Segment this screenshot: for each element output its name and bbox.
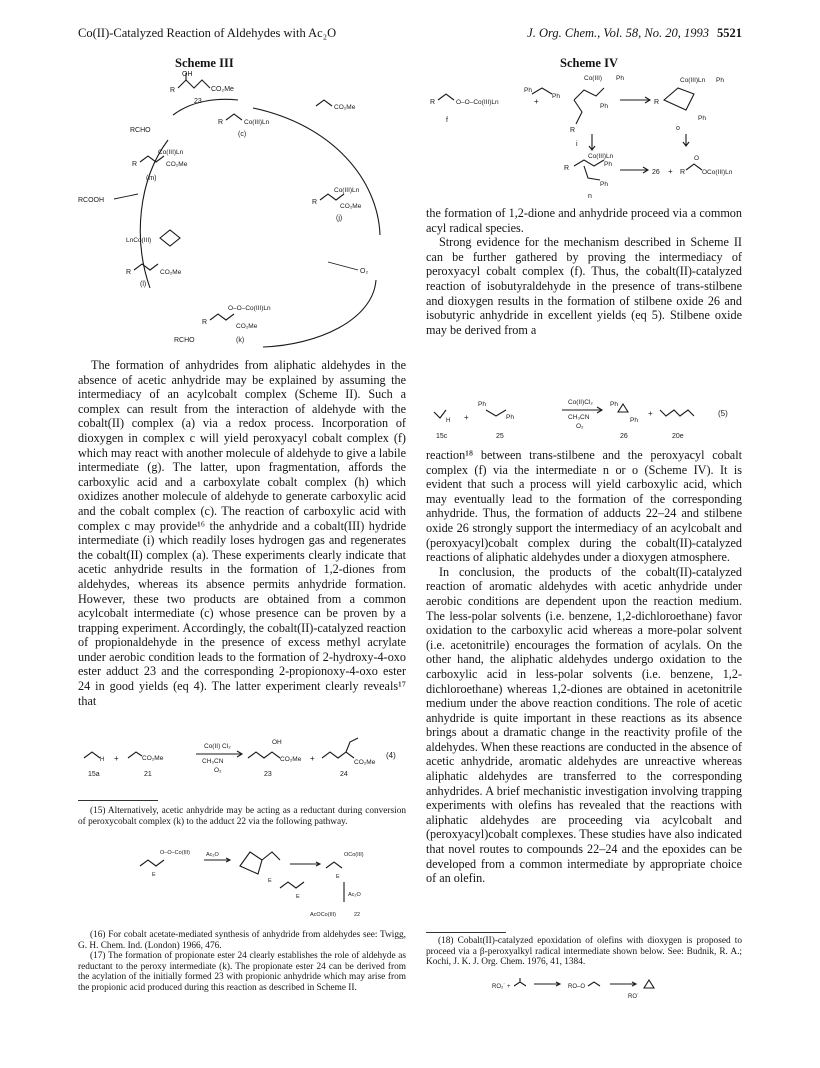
svg-text:Co(III)Ln: Co(III)Ln (680, 77, 706, 84)
svg-text:AcOCo(III): AcOCo(III) (310, 912, 336, 918)
equation-4 (78, 730, 406, 786)
svg-text:CO₂Me: CO₂Me (280, 756, 302, 763)
svg-text:Co(III)Ln: Co(III)Ln (244, 119, 270, 126)
svg-text:Ph: Ph (698, 115, 706, 122)
journal-ref: J. Org. Chem., Vol. 58, No. 20, 1993 (527, 26, 709, 40)
svg-text:R: R (218, 119, 224, 126)
svg-text:(4): (4) (386, 751, 396, 760)
svg-text:RO–O: RO–O (568, 984, 586, 990)
svg-text:CO₂Me: CO₂Me (142, 755, 164, 762)
scheme-iii-title: Scheme III (175, 56, 234, 70)
cycle-arrow-bottom (263, 280, 376, 347)
svg-text:Co(III)Ln: Co(III)Ln (158, 149, 184, 156)
svg-text:(k): (k) (236, 337, 245, 344)
svg-text:OCo(III): OCo(III) (344, 852, 364, 858)
footnote-15: (15) Alternatively, acetic anhydride may be acting as a reductant during conversion of peroxycobalt complex (k) to the adduct 22 via the following pathway. (78, 806, 406, 827)
svg-text:E: E (152, 872, 156, 878)
svg-text:+: + (310, 754, 315, 763)
svg-text:E: E (296, 894, 300, 900)
svg-text:RCHO: RCHO (130, 127, 151, 134)
svg-text:O: O (694, 155, 700, 162)
svg-text:Ph: Ph (524, 87, 532, 94)
svg-text:Ph: Ph (506, 414, 514, 421)
paragraph-acyl-radical: the formation of 1,2-dione and anhydride proceed via a common acyl radical species. (426, 206, 742, 235)
svg-text:CO₂Me: CO₂Me (166, 161, 188, 168)
svg-text:f: f (446, 117, 448, 124)
svg-text:RO˙: RO˙ (628, 994, 639, 1000)
svg-text:H: H (446, 418, 451, 424)
svg-text:CH₃CN: CH₃CN (568, 414, 590, 421)
footnote-18-scheme (488, 972, 688, 1008)
svg-text:OH: OH (272, 739, 282, 746)
svg-text:R: R (126, 269, 132, 276)
svg-text:Co(II)Cl₂: Co(II)Cl₂ (568, 399, 593, 406)
cycle-arrow-right (253, 108, 380, 235)
svg-text:+: + (668, 167, 673, 176)
svg-text:Co(II) Cl₂: Co(II) Cl₂ (204, 743, 231, 750)
left-column-body (78, 358, 406, 708)
svg-text:23: 23 (264, 771, 272, 778)
svg-text:H: H (100, 757, 105, 763)
svg-text:RCOOH: RCOOH (78, 197, 105, 204)
svg-text:CO₂Me: CO₂Me (236, 323, 258, 330)
footnotes-left (78, 806, 406, 827)
svg-text:CO₂Me: CO₂Me (211, 86, 234, 93)
svg-text:+: + (648, 409, 653, 418)
svg-text:E: E (336, 874, 340, 880)
svg-text:Ph: Ph (616, 75, 624, 82)
svg-text:+: + (464, 413, 469, 422)
svg-text:(5): (5) (718, 409, 728, 418)
svg-text:CO₂Me: CO₂Me (160, 269, 182, 276)
svg-text:25: 25 (496, 433, 504, 440)
svg-text:R: R (654, 99, 660, 106)
svg-text:CH₃CN: CH₃CN (202, 758, 224, 765)
cycle-arrow-top (173, 99, 238, 115)
svg-text:Ph: Ph (600, 181, 608, 188)
footnote-right (426, 936, 742, 968)
paragraph-strong-evidence: Strong evidence for the mechanism described in Scheme II can be further gathered by proving the intermediacy of peroxyacyl cobalt complex (f). Thus, the cobalt(II)-catalyzed reaction of isobutyraldehyde in the presence of trans-stilbene and dioxygen results in the formation of stilbene oxide 26 and isobutyric anhydride in excellent yields (eq 5). Stilbene oxide may be derived from a (426, 235, 742, 337)
svg-text:O–O–Co(III)Ln: O–O–Co(III)Ln (456, 99, 499, 106)
svg-text:26: 26 (620, 433, 628, 440)
equation-5 (426, 392, 742, 444)
scheme-iv-mechanism (424, 70, 744, 204)
svg-text:20e: 20e (672, 433, 684, 440)
svg-text:R: R (170, 87, 176, 94)
svg-text:o: o (676, 125, 680, 132)
right-column-bottom (426, 448, 742, 886)
paragraph-reaction-18: reaction¹⁸ between trans-stilbene and the peroxyacyl cobalt complex (f) via the intermediate n or o (Scheme IV). It is evident that such a process will yield carboxylic acid, which may eventually lead to the formation of the corresponding anhydride. Thus, the formation of adducts 22–24 and stilbene oxide 26 strongly support the intermediacy of an acylcobalt and (peroxyacyl)cobalt complex during the cobalt(II)-catalyzed reactions of aliphatic aldehydes under a dioxygen atmosphere. (426, 448, 742, 565)
svg-text:CO₂Me: CO₂Me (334, 104, 356, 111)
svg-text:OH: OH (182, 71, 193, 78)
svg-text:LnCo(III): LnCo(III) (126, 237, 152, 244)
svg-text:Ac₂O: Ac₂O (206, 852, 219, 858)
svg-text:15a: 15a (88, 771, 100, 778)
svg-text:26: 26 (652, 169, 660, 176)
running-title: Co(II)-Catalyzed Reaction of Aldehydes with Ac₂O (78, 26, 337, 40)
svg-text:CO₂Me: CO₂Me (354, 759, 376, 766)
scheme-iv-title: Scheme IV (560, 56, 618, 70)
footnote-16: (16) For cobalt acetate-mediated synthesis of anhydride from aldehydes see: Twigg, G. H. Chem. Ind. (London) 1966, 476. (78, 930, 406, 951)
svg-text:R: R (680, 169, 686, 176)
footnotes-left-lower (78, 930, 406, 994)
svg-text:Ph: Ph (630, 417, 638, 424)
svg-text:15c: 15c (436, 433, 448, 440)
journal-citation (474, 26, 742, 41)
scheme-iii-cycle (78, 70, 408, 360)
svg-text:O₂: O₂ (576, 423, 584, 430)
svg-text:(j): (j) (336, 215, 343, 222)
svg-text:(m): (m) (146, 175, 157, 182)
svg-text:(l): (l) (140, 281, 147, 288)
footnote-18: (18) Cobalt(II)-catalyzed epoxidation of olefins with dioxygen is proposed to proceed via a β-peroxyalkyl radical intermediate shown below. See: Budnik, R. A.; Kochi, J. K. J. Org. Chem. 1976, 41, 1384. (426, 936, 742, 968)
svg-text:RO₂˙ +: RO₂˙ + (492, 984, 511, 990)
right-column-top (426, 206, 742, 337)
svg-text:+: + (114, 754, 119, 763)
svg-text:O₂: O₂ (214, 767, 222, 774)
footnote-rule-left (78, 800, 158, 801)
paragraph-anhydride-formation: The formation of anhydrides from aliphatic aldehydes in the absence of acetic anhydride may be explained by assuming the intermediacy of an acylcobalt complex (Scheme II). Such a complex can result from the interaction of aldehyde with the cobalt(II) complex (a) via a redox process. Incorporation of dioxygen in complex c will yield peroxyacyl cobalt complex (f) which may react with another molecule of aldehyde to give a labile intermediate (g). The latter, upon fragmentation, affords the carboxylic acid and a carboxylate cobalt complex (h) which oxidizes another molecule of aldehyde to generate carboxylic acid and the cobalt complex (c). The reaction of carboxylic acid with complex c may provide¹⁶ the anhydride and a cobalt(III) hydride intermediate (i) which readily loses hydrogen gas and regenerates the cobalt(II) complex (a). These experiments clearly indicate that acetic anhydride results in the formation of 1,2-diones from aldehydes, whereas its absence permits anhydride formation. However, these two products are obtained from a common acylcobalt intermediate (c) whose presence can be proven by a trapping experiment. Accordingly, the cobalt(II)-catalyzed reaction of propionaldehyde in the presence of excess methyl acrylate under aerobic condition leads to the formation of 2-hydroxy-4-oxo ester adduct 23 and the corresponding 2-propionoxy-4-oxo ester 24 in good yields (eq 4). The latter experiment clearly reveals¹⁷ that (78, 358, 406, 708)
svg-text:O₂: O₂ (360, 268, 369, 275)
svg-text:O–O–Co(III): O–O–Co(III) (160, 850, 190, 856)
svg-text:Ph: Ph (610, 401, 618, 408)
page-number: 5521 (717, 26, 742, 40)
svg-text:R: R (202, 319, 208, 326)
svg-text:Ph: Ph (600, 103, 608, 110)
svg-text:R: R (570, 127, 576, 134)
footnote-15-scheme (130, 838, 390, 918)
svg-text:+: + (534, 97, 539, 106)
svg-text:Ph: Ph (716, 77, 724, 84)
svg-text:23: 23 (194, 98, 202, 105)
svg-text:E: E (268, 878, 272, 884)
paragraph-conclusion: In conclusion, the products of the cobalt(II)-catalyzed reaction of aromatic aldehydes with acetic anhydride under aerobic conditions are dependent upon the reaction medium. The less-polar solvents (i.e. benzene, 1,2-dichloroethane) favor oxidation to the carboxylic acid whereas a more-polar solvent (i.e. acetonitrile) encourages the formation of acylals. On the other hand, the aliphatic aldehydes undergo oxidation to the carboxylic acid in less-polar solvents (i.e. benzene, 1,2-dichloroethane) whereas 1,2-diones are obtained in acetonitrile medium under the above reaction conditions. The role of acetic anhydride is quite important in these reactions as its absence brings about a dramatic change in the reactivity profile of the aldehydes. When these reactions are conducted in the absence of acetic anhydride, aromatic aldehydes are unreactive whereas aliphatic aldehydes are transferred to the corresponding anhydrides. A brief mechanistic investigation involving trapping experiments with olefins has revealed that the reactions with aliphatic aldehydes are proceeding via acylcobalt and (peroxyacyl)cobalt complexes. These studies have also indicated that novel routes to compounds 22–24 and the epoxides can be developed from a common intermediate by appropriate choice of an olefin. (426, 564, 742, 886)
footnote-rule-right (426, 932, 506, 933)
svg-text:R: R (312, 199, 318, 206)
svg-text:R: R (564, 165, 570, 172)
footnote-17: (17) The formation of propionate ester 24 clearly establishes the role of aldehyde as reductant to the peroxy intermediate (k). The propionate ester 24 can be derived from the acylation of the initially formed 23 with propionic anhydride which may arise from the propionic acid produced during this reaction as described in Scheme II. (78, 951, 406, 993)
svg-text:Ph: Ph (552, 93, 560, 100)
svg-text:n: n (588, 193, 592, 200)
svg-text:Co(III): Co(III) (584, 75, 603, 82)
svg-text:O–O–Co(III)Ln: O–O–Co(III)Ln (228, 305, 271, 312)
svg-text:Ph: Ph (478, 401, 486, 408)
svg-text:R: R (430, 99, 436, 106)
svg-text:22: 22 (354, 912, 361, 918)
svg-text:OCo(III)Ln: OCo(III)Ln (702, 169, 733, 176)
svg-text:Ph: Ph (604, 161, 612, 168)
svg-text:RCHO: RCHO (174, 337, 195, 344)
svg-text:CO₂Me: CO₂Me (340, 203, 362, 210)
svg-text:(c): (c) (238, 131, 247, 138)
svg-text:21: 21 (144, 771, 152, 778)
svg-text:Co(III)Ln: Co(III)Ln (588, 153, 614, 160)
svg-text:i: i (576, 141, 578, 148)
svg-text:24: 24 (340, 771, 348, 778)
svg-text:Co(III)Ln: Co(III)Ln (334, 187, 360, 194)
svg-text:R: R (132, 161, 138, 168)
svg-text:Ac₂O: Ac₂O (348, 892, 361, 898)
